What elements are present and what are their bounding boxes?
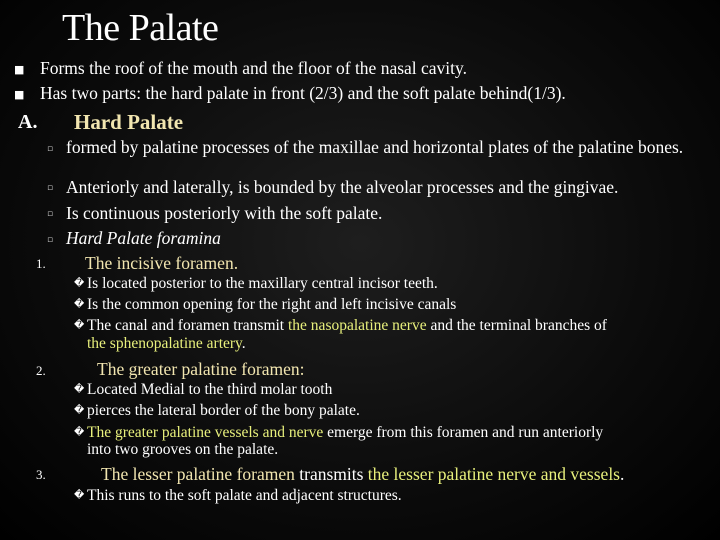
detail-greater-pierces: pierces the lateral border of the bony palate. [87, 402, 360, 419]
term-lesser-palatine-foramen: The lesser palatine foramen [101, 464, 295, 484]
missing-glyph-bullet-icon: � [74, 427, 85, 438]
term-greater-palatine-vessels: The greater palatine vessels and nerve [87, 424, 324, 441]
detail-text: transmits [294, 464, 368, 484]
detail-incisive-transmits-cont [87, 336, 246, 352]
foramen-number: 2. [36, 363, 46, 378]
hollow-square-bullet-icon: ▫ [47, 144, 54, 154]
hollow-square-bullet-icon: ▫ [47, 235, 54, 245]
detail-text: . [620, 464, 625, 484]
detail-greater-location: Located Medial to the third molar tooth [87, 381, 333, 398]
term-sphenopalatine-artery: the sphenopalatine artery [87, 335, 242, 352]
section-letter: A. [18, 111, 38, 133]
foramen-heading-incisive: The incisive foramen. [85, 253, 239, 273]
foramen-number: 3. [36, 467, 46, 482]
detail-text: and the terminal branches of [426, 317, 607, 334]
point-formed-by: formed by palatine processes of the maxillae and horizontal plates of the palatine bones. [66, 137, 684, 157]
foramen-heading-greater-palatine: The greater palatine foramen: [97, 359, 305, 379]
detail-incisive-location: Is located posterior to the maxillary central incisor teeth. [87, 275, 438, 292]
missing-glyph-bullet-icon: � [74, 278, 85, 289]
detail-text: . [241, 335, 246, 352]
detail-text: The canal and foramen transmit [87, 317, 288, 334]
point-foramina: Hard Palate foramina [66, 228, 221, 248]
point-anteriorly: Anteriorly and laterally, is bounded by the alveolar processes and the gingivae. [66, 177, 619, 197]
point-continuous: Is continuous posteriorly with the soft palate. [66, 203, 383, 223]
hollow-square-bullet-icon: ▫ [47, 183, 54, 193]
detail-greater-vessels-cont: into two grooves on the palate. [87, 441, 279, 458]
bullet-roof-of-mouth: Forms the roof of the mouth and the floor of the nasal cavity. [40, 58, 468, 78]
detail-incisive-canals: Is the common opening for the right and left incisive canals [87, 296, 457, 313]
term-nasopalatine-nerve: the nasopalatine nerve [288, 317, 427, 334]
missing-glyph-bullet-icon: � [74, 490, 85, 501]
bullet-two-parts: Has two parts: the hard palate in front (2/3) and the soft palate behind(1/3). [40, 83, 566, 103]
missing-glyph-bullet-icon: � [74, 384, 85, 395]
section-heading: Hard Palate [74, 110, 184, 134]
detail-text: emerge from this foramen and run anteriorly [323, 424, 604, 441]
detail-incisive-transmits [87, 318, 607, 334]
square-bullet-icon: ■ [14, 88, 25, 101]
term-lesser-palatine-nerve: the lesser palatine nerve and vessels [367, 464, 620, 484]
foramen-heading-lesser-palatine [101, 464, 624, 485]
hollow-square-bullet-icon: ▫ [47, 209, 54, 219]
missing-glyph-bullet-icon: � [74, 299, 85, 310]
missing-glyph-bullet-icon: � [74, 405, 85, 416]
detail-greater-vessels [87, 425, 603, 441]
missing-glyph-bullet-icon: � [74, 320, 85, 331]
slide-title: The Palate [62, 7, 219, 49]
square-bullet-icon: ■ [14, 63, 25, 76]
foramen-number: 1. [36, 256, 46, 271]
detail-lesser-runs: This runs to the soft palate and adjacent structures. [87, 487, 402, 504]
